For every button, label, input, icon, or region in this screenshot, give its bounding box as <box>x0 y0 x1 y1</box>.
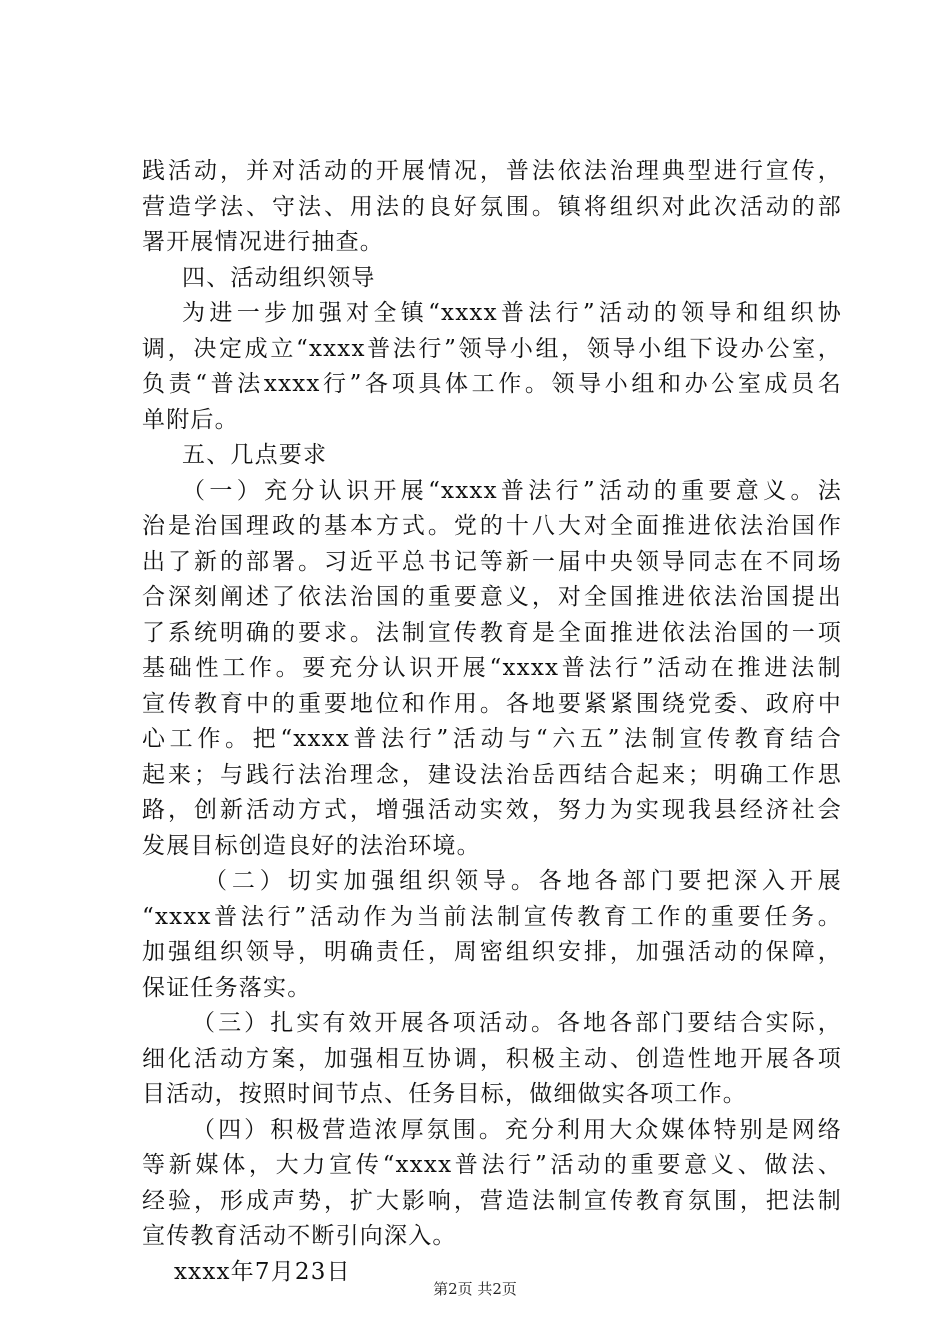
text-line: 调，决定成立“xxxx普法行”领导小组，领导小组下设办公室， <box>142 335 842 362</box>
text-line: 路，创新活动方式，增强活动实效，努力为实现我县经济社会 <box>142 797 842 823</box>
text-line: （一）充分认识开展“xxxx普法行”活动的重要意义。法 <box>182 477 842 504</box>
text-line: 单附后。 <box>142 406 239 433</box>
section-heading-4: 四、活动组织领导 <box>182 264 376 291</box>
text-line: 为进一步加强对全镇“xxxx普法行”活动的领导和组织协 <box>182 300 842 326</box>
text-line: 目活动，按照时间节点、任务目标，做细做实各项工作。 <box>142 1081 747 1107</box>
text-line: 践活动，并对活动的开展情况，普法依法治理典型进行宣传， <box>142 158 842 184</box>
document-body <box>142 154 842 1290</box>
text-line: 心工作。把“xxxx普法行”活动与“六五”法制宣传教育结合 <box>142 726 842 752</box>
text-line: 细化活动方案，加强相互协调，积极主动、创造性地开展各项 <box>142 1045 842 1072</box>
text-line: 了系统明确的要求。法制宣传教育是全面推进依法治国的一项 <box>142 619 842 646</box>
text-line: 营造学法、守法、用法的良好氛围。镇将组织对此次活动的部 <box>142 193 842 220</box>
text-line: 出了新的部署。习近平总书记等新一届中央领导同志在不同场 <box>142 548 842 575</box>
text-line: 保证任务落实。 <box>142 974 312 1001</box>
page-footer: 第2页 共2页 <box>433 1280 517 1298</box>
section-heading-5: 五、几点要求 <box>182 442 328 468</box>
text-line: 基础性工作。要充分认识开展“xxxx普法行”活动在推进法制 <box>142 655 842 681</box>
text-line: 起来；与践行法治理念，建设法治岳西结合起来；明确工作思 <box>142 761 842 788</box>
text-line: 发展目标创造良好的法治环境。 <box>142 832 481 859</box>
text-line: 负责“普法xxxx行”各项具体工作。领导小组和办公室成员名 <box>142 371 842 397</box>
text-line: 宣传教育活动不断引向深入。 <box>142 1223 457 1249</box>
text-line: （三）扎实有效开展各项活动。各地各部门要结合实际， <box>192 1010 842 1036</box>
text-line: 加强组织领导，明确责任，周密组织安排，加强活动的保障， <box>142 939 842 965</box>
text-line: 经验，形成声势，扩大影响，营造法制宣传教育氛围，把法制 <box>142 1187 842 1214</box>
text-line: “xxxx普法行”活动作为当前法制宣传教育工作的重要任务。 <box>142 903 842 930</box>
text-line: 治是治国理政的基本方式。党的十八大对全面推进依法治国作 <box>142 513 842 539</box>
text-line: 署开展情况进行抽查。 <box>142 229 384 255</box>
text-line: 等新媒体，大力宣传“xxxx普法行”活动的重要意义、做法、 <box>142 1152 842 1178</box>
text-line: （四）积极营造浓厚氛围。充分利用大众媒体特别是网络 <box>192 1116 842 1143</box>
text-line: 宣传教育中的重要地位和作用。各地要紧紧围绕党委、政府中 <box>142 690 842 717</box>
text-line: （二）切实加强组织领导。各地各部门要把深入开展 <box>204 868 842 894</box>
document-date: xxxx年7月23日 <box>174 1258 351 1285</box>
text-line: 合深刻阐述了依法治国的重要意义，对全国推进依法治国提出 <box>142 584 842 610</box>
